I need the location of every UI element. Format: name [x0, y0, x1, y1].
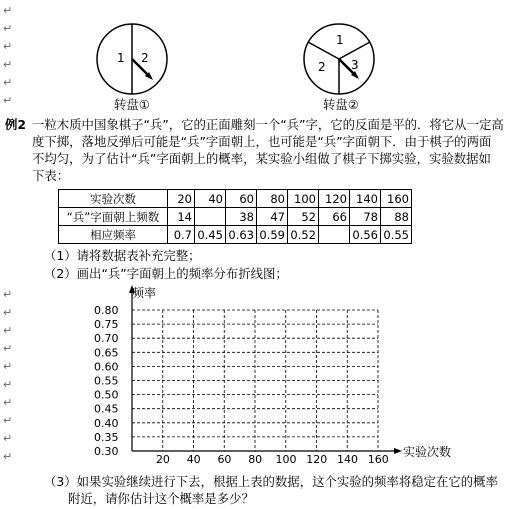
y-tick-label: 0.55: [94, 374, 119, 388]
y-tick-label: 0.30: [94, 445, 119, 458]
spinner-2-figure: [302, 22, 382, 102]
x-tick-labels: [156, 453, 389, 466]
table-cell: 47: [257, 208, 288, 226]
x-tick-label: 80: [248, 453, 263, 466]
y-tick-labels: [94, 304, 119, 458]
table-cell: 38: [226, 208, 257, 226]
data-table: [58, 189, 412, 244]
table-cell: 0.55: [381, 226, 412, 244]
table-cell: 40: [195, 190, 226, 208]
chart-grid: [132, 310, 378, 451]
spinner-1-label-2: 2: [141, 51, 149, 65]
table-cell: 0.7: [168, 226, 195, 244]
y-tick-label: 0.45: [94, 402, 119, 416]
spinner-2-label-1: 1: [336, 33, 344, 47]
spinner-1-caption: 转盘①: [114, 97, 150, 112]
spinner-1-figure: [95, 22, 175, 102]
y-tick-label: 0.35: [94, 430, 119, 444]
example-label: 例2: [5, 117, 27, 132]
table-row-header: 实验次数: [59, 190, 168, 208]
table-row: [59, 190, 412, 208]
table-cell: 160: [381, 190, 412, 208]
question-3-line-1: （3）如果实验继续进行下去，根据上表的数据，这个实验的频率将稳定在它的概率: [44, 474, 498, 489]
question-2: （2）画出“兵”字面朝上的频率分布折线图；: [44, 266, 288, 281]
table-cell: 100: [288, 190, 319, 208]
x-axis-arrow: [394, 448, 402, 454]
x-tick-label: 140: [337, 453, 359, 466]
question-1: （1）请将数据表补充完整；: [44, 248, 201, 263]
question-3-line-2: 附近，请你估计这个概率是多少？: [68, 491, 254, 506]
table-cell: 0.63: [226, 226, 257, 244]
table-cell: 52: [288, 208, 319, 226]
table-cell: 66: [319, 208, 350, 226]
example-text-line-3: 不均匀，为了估计“兵”字面朝上的概率，某实验小组做了棋子下掷实验，实验数据如: [32, 151, 491, 166]
table-cell: 140: [350, 190, 381, 208]
table-cell-empty: [319, 226, 350, 244]
spinner-1-label-1: 1: [117, 51, 125, 65]
table-row-header: “兵”字面朝上频数: [59, 208, 168, 226]
table-cell: 0.45: [195, 226, 226, 244]
table-cell: 120: [319, 190, 350, 208]
frequency-chart: [60, 283, 480, 468]
x-tick-label: 100: [275, 453, 297, 466]
table-cell: 0.56: [350, 226, 381, 244]
example-text-line-1: 一粒木质中国象棋子“兵”，它的正面雕刻一个“兵”字，它的反面是平的．将它从一定高: [32, 117, 504, 132]
x-axis-label: 实验次数: [403, 445, 452, 459]
table-cell: 80: [257, 190, 288, 208]
x-tick-label: 40: [186, 453, 201, 466]
example-text-line-2: 度下掷，落地反弹后可能是“兵”字面朝上，也可能是“兵”字面朝下．由于棋子的两面: [32, 134, 492, 149]
table-cell: 0.59: [257, 226, 288, 244]
y-tick-label: 0.75: [94, 318, 119, 332]
example-text-line-4: 下表：: [32, 168, 70, 183]
table-cell: 78: [350, 208, 381, 226]
y-tick-label: 0.65: [94, 346, 119, 360]
table-cell: 0.52: [288, 226, 319, 244]
x-tick-label: 20: [155, 453, 170, 466]
table-cell: 60: [226, 190, 257, 208]
spinner-2-label-2: 2: [318, 60, 326, 74]
table-cell-empty: [195, 208, 226, 226]
spinner-2-caption: 转盘②: [323, 97, 359, 112]
y-axis-label: 频率: [132, 286, 157, 300]
x-tick-label: 120: [306, 453, 328, 466]
table-row: [59, 226, 412, 244]
table-row-header: 相应频率: [59, 226, 168, 244]
spinner-2-label-3: 3: [351, 58, 359, 72]
y-tick-label: 0.60: [94, 360, 119, 374]
y-tick-label: 0.50: [94, 388, 119, 402]
x-tick-label: 60: [217, 453, 232, 466]
y-tick-label: 0.40: [94, 416, 119, 430]
table-cell: 20: [168, 190, 195, 208]
y-tick-label: 0.70: [94, 332, 119, 346]
table-cell: 88: [381, 208, 412, 226]
y-tick-label: 0.80: [94, 304, 119, 317]
x-tick-label: 160: [367, 453, 389, 466]
table-cell: 14: [168, 208, 195, 226]
table-row: [59, 208, 412, 226]
